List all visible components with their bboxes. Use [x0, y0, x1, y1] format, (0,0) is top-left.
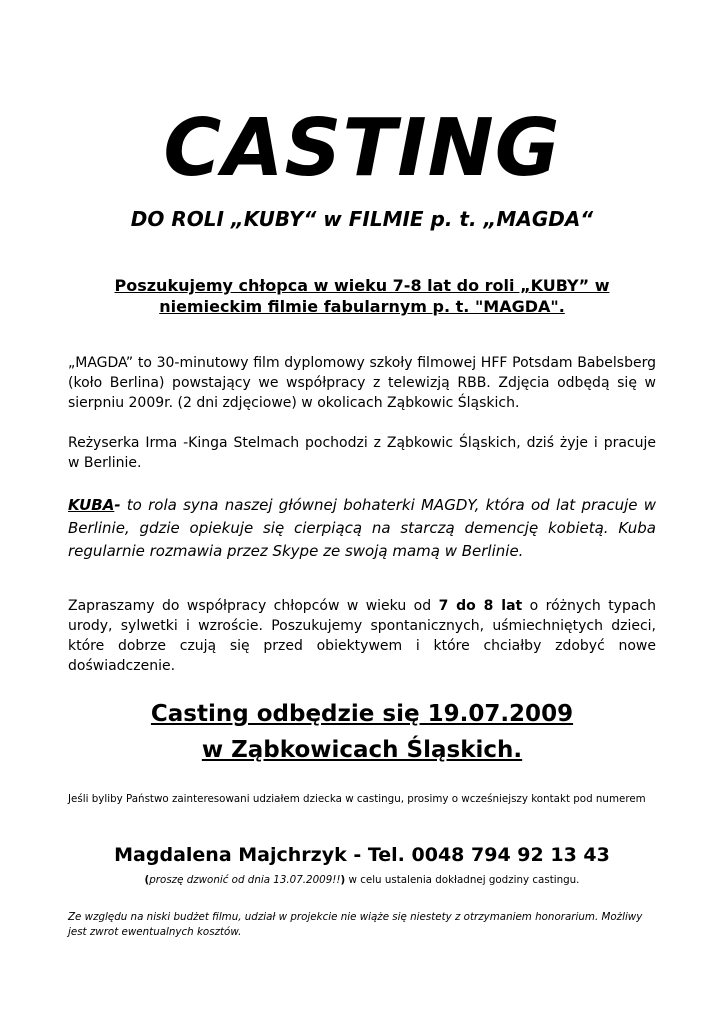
casting-date-line: Casting odbędzie się 19.07.2009 [150, 701, 574, 727]
role-name: KUBA [68, 496, 115, 514]
call-note [68, 872, 656, 888]
headline [88, 275, 636, 317]
casting-place-line: w Ząbkowicach Śląskich. [201, 737, 523, 763]
invitation-before: Zapraszamy do współpracy chłopców w wieku od [68, 598, 439, 614]
paragraph-director: Reżyserka Irma -Kinga Stelmach pochodzi z Ząbkowic Śląskich, dziś żyje i pracuje w Berlinie. [68, 435, 656, 471]
casting-date-heading [68, 696, 656, 768]
contact-note: Jeśli byliby Państwo zainteresowani udziałem dziecka w castingu, prosimy o wcześniejszy kontakt pod numerem [68, 793, 646, 805]
headline-line-1: Poszukujemy chłopca w wieku 7-8 lat do roli „KUBY” w [114, 276, 610, 295]
paragraph-invitation [68, 596, 656, 676]
page-subtitle: DO ROLI „KUBY“ w FILMIE p. t. „MAGDA“ [130, 207, 594, 231]
role-description: to rola syna naszej głównej bohaterki MAGDY, która od lat pracuje w Berlinie, gdzie opiekuje się cierpiącą na starczą demencję kobietą. Kuba regularnie rozmawia przez Skype ze swoją mamą w Berlinie. [68, 496, 656, 560]
headline-line-2: niemieckim filmie fabularnym p. t. "MAGDA". [159, 297, 565, 316]
paragraph-role-kuba [68, 494, 656, 563]
page-title: CASTING [163, 102, 561, 194]
budget-note: Ze względu na niski budżet filmu, udział w projekcie nie wiąże się niestety z otrzymaniem honorarium. Możliwy jest zwrot ewentualnych kosztów. [68, 911, 643, 938]
call-note-close: ) [340, 874, 346, 886]
call-note-open: ( [144, 874, 150, 886]
contact-phone: Magdalena Majchrzyk - Tel. 0048 794 92 13 43 [114, 844, 610, 866]
role-dash: - [114, 496, 121, 514]
invitation-age: 7 do 8 lat [438, 598, 523, 614]
call-note-date: proszę dzwonić od dnia 13.07.2009!! [149, 874, 341, 886]
call-note-rest: w celu ustalenia dokładnej godziny castingu. [345, 874, 580, 886]
paragraph-film-info: „MAGDA” to 30-minutowy film dyplomowy szkoły filmowej HFF Potsdam Babelsberg (koło Berlina) powstający we współpracy z telewizją RBB. Zdjęcia odbędą się w sierpniu 2009r. (2 dni zdjęciowe) w okolicach Ząbkowic Śląskich. [68, 355, 656, 411]
invitation-after: o różnych typach urody, sylwetki i wzroście. Poszukujemy spontanicznych, uśmiechniętych dzieci, które dobrze czują się przed obiektywem i które chciałby zdobyć nowe doświadczenie. [68, 598, 657, 674]
